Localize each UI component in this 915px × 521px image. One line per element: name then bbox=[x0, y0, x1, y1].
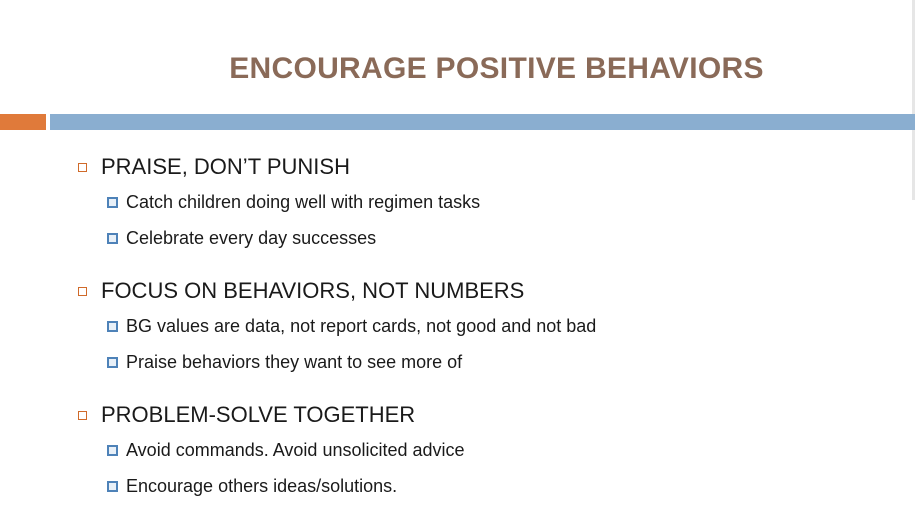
level1-bullet-text: PRAISE, DON’T PUNISH bbox=[101, 154, 350, 179]
bullet-section bbox=[78, 274, 895, 380]
level1-bullet bbox=[78, 398, 895, 432]
bullet-list bbox=[78, 150, 895, 504]
filled-square-icon bbox=[107, 197, 118, 208]
filled-square-icon bbox=[107, 321, 118, 332]
level2-bullet-text: Encourage others ideas/solutions. bbox=[126, 475, 398, 496]
level2-bullet-text: Avoid commands. Avoid unsolicited advice bbox=[126, 439, 465, 460]
hollow-square-icon bbox=[78, 287, 87, 296]
level2-bullet-text: BG values are data, not report cards, not good and not bad bbox=[126, 315, 597, 336]
slide-title: ENCOURAGE POSITIVE BEHAVIORS bbox=[229, 52, 764, 85]
title-divider-bar bbox=[50, 114, 915, 130]
level1-bullet bbox=[78, 150, 895, 184]
filled-square-icon bbox=[107, 445, 118, 456]
level2-bullet bbox=[78, 220, 895, 256]
bullet-section bbox=[78, 398, 895, 504]
title-accent-bar bbox=[0, 114, 46, 130]
level2-bullet bbox=[78, 468, 895, 504]
level2-bullet-text: Celebrate every day successes bbox=[126, 227, 377, 248]
level2-bullet bbox=[78, 432, 895, 468]
filled-square-icon bbox=[107, 481, 118, 492]
level2-bullet-text: Catch children doing well with regimen tasks bbox=[126, 191, 481, 212]
filled-square-icon bbox=[107, 233, 118, 244]
hollow-square-icon bbox=[78, 163, 87, 172]
level2-bullet bbox=[78, 184, 895, 220]
bullet-section bbox=[78, 150, 895, 256]
filled-square-icon bbox=[107, 357, 118, 368]
level2-bullet-text: Praise behaviors they want to see more of bbox=[126, 351, 463, 372]
hollow-square-icon bbox=[78, 411, 87, 420]
level1-bullet bbox=[78, 274, 895, 308]
level2-bullet bbox=[78, 344, 895, 380]
level1-bullet-text: FOCUS ON BEHAVIORS, NOT NUMBERS bbox=[101, 278, 525, 303]
level2-bullet bbox=[78, 308, 895, 344]
level1-bullet-text: PROBLEM-SOLVE TOGETHER bbox=[101, 402, 416, 427]
